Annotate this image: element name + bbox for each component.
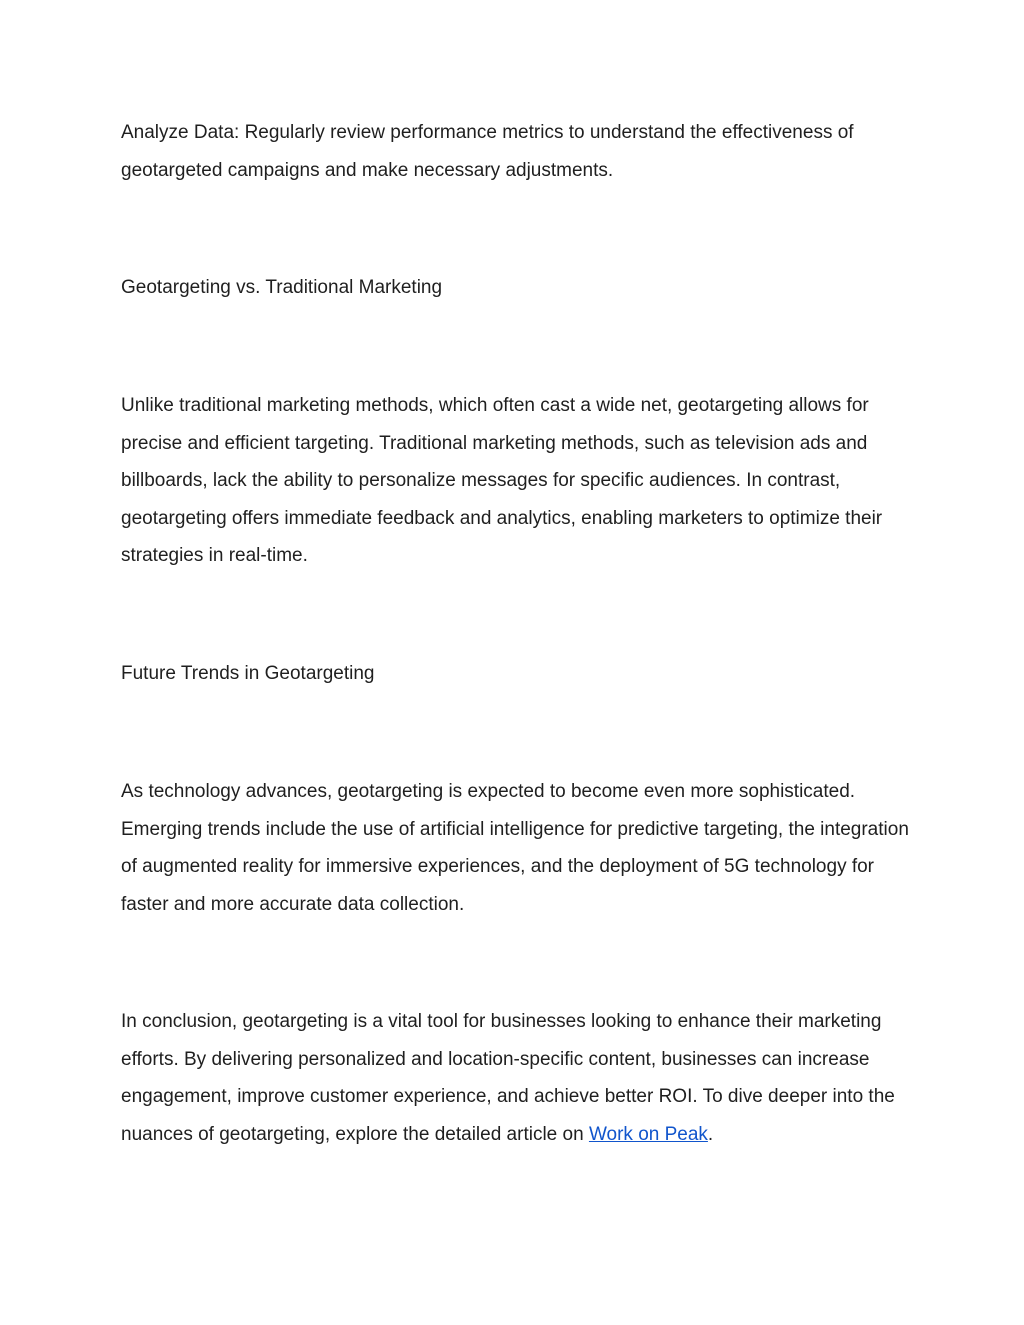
paragraph-analyze-data: Analyze Data: Regularly review performance metrics to understand the effectiveness of geotargeted campaigns and make necessary adjustments. (121, 122, 854, 181)
paragraph-traditional-marketing: Unlike traditional marketing methods, which often cast a wide net, geotargeting allows for precise and efficient targeting. Traditional marketing methods, such as television ads and billboards, lack the ability to personalize messages for specific audiences. In contrast, geotargeting offers immediate feedback and analytics, enabling marketers to optimize their strategies in real-time. (121, 395, 883, 567)
work-on-peak-link[interactable]: Work on Peak (588, 1123, 708, 1145)
conclusion-text: In conclusion, geotargeting is a vital tool for businesses looking to enhance their marketing efforts. By delivering personalized and location-specific content, businesses can increase engagement, improve customer experience, and achieve better ROI. To dive deeper into the nuances of geotargeting, explore the detailed article on (121, 1011, 895, 1145)
heading-geotargeting-vs-traditional: Geotargeting vs. Traditional Marketing (121, 277, 443, 298)
paragraph-future-trends: As technology advances, geotargeting is expected to become even more sophisticated. Emerging trends include the use of artificial intelligence for predictive targeting, the integration of augmented reality for immersive experiences, and the deployment of 5G technology for faster and more accurate data collection. (121, 781, 909, 915)
heading-future-trends: Future Trends in Geotargeting (121, 663, 375, 684)
paragraph-conclusion (121, 1003, 911, 1153)
conclusion-period: . (707, 1123, 714, 1145)
